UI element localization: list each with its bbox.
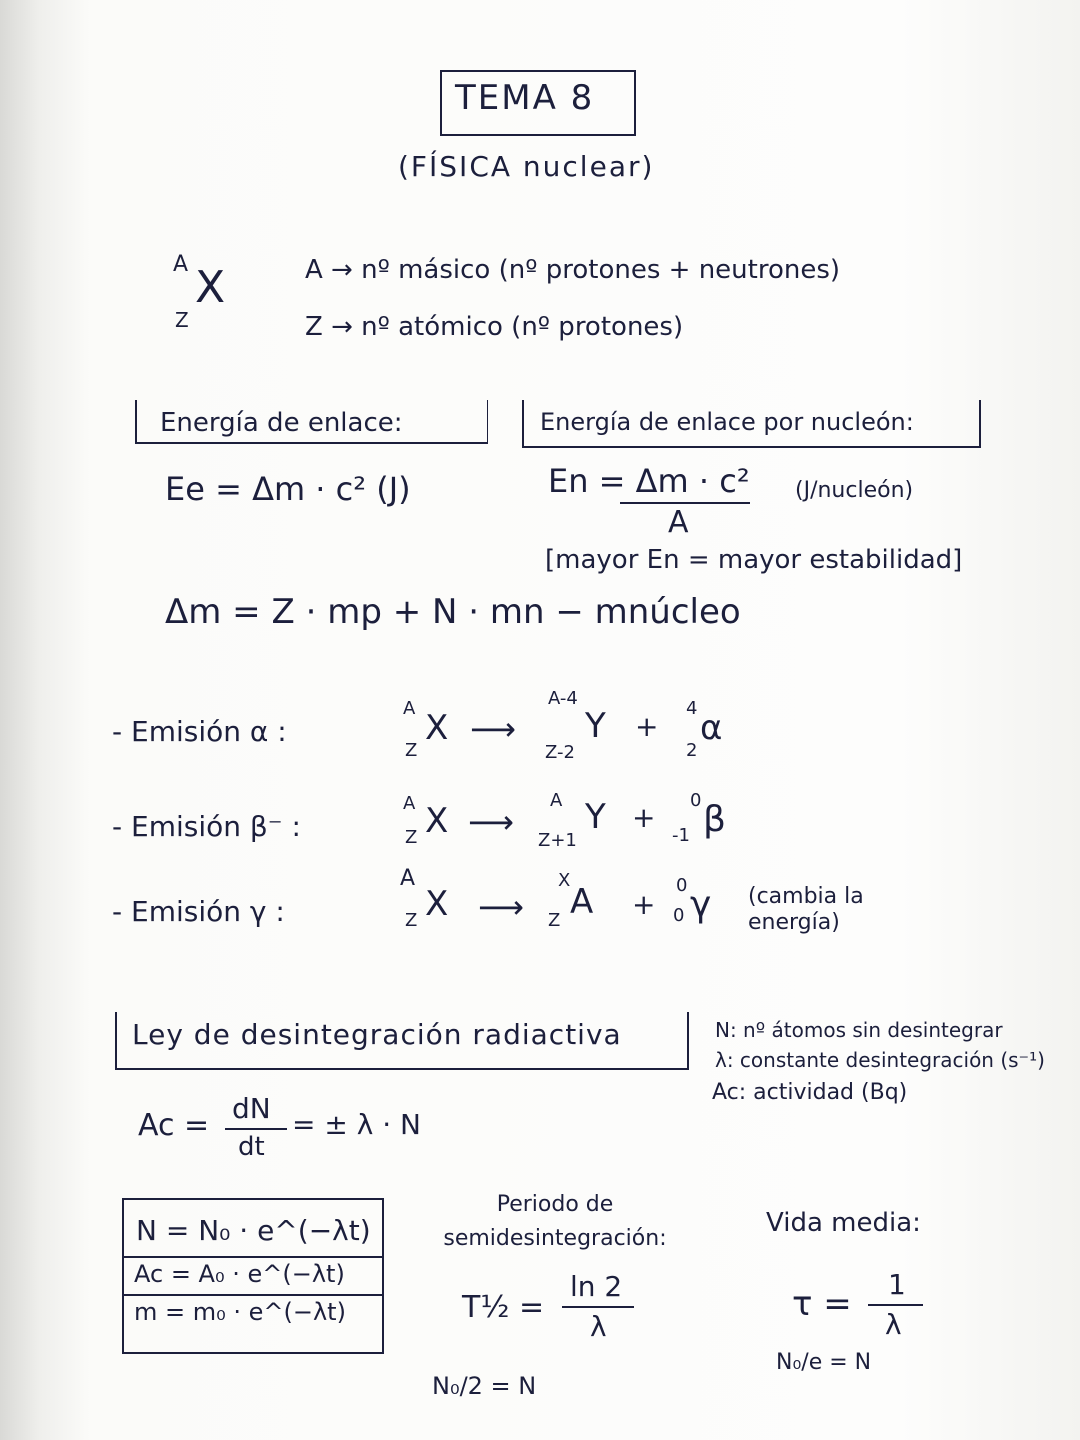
fraction-bar: [225, 1128, 287, 1130]
reactant-atomic: Z: [405, 827, 418, 848]
arrow-icon: ⟶: [470, 710, 516, 748]
product-atomic: Z-2: [545, 742, 575, 763]
reactant-atomic: Z: [405, 910, 418, 931]
plus-sign: +: [635, 710, 659, 743]
activity-lhs: Ac =: [138, 1108, 210, 1143]
particle-atomic: -1: [672, 825, 690, 846]
activity-rhs: = ± λ · N: [292, 1108, 421, 1141]
nuclide-A: A: [173, 252, 189, 277]
half-life-lhs: T½ =: [462, 1290, 545, 1325]
arrow-icon: ⟶: [468, 803, 514, 841]
definition-activity: Ac: actividad (Bq): [712, 1080, 908, 1105]
reactant-atomic: Z: [405, 740, 418, 761]
half-life-denominator: λ: [590, 1310, 607, 1343]
activity-denominator: dt: [238, 1132, 265, 1162]
particle-mass: 0: [676, 875, 688, 896]
binding-energy-heading: Energía de enlace:: [160, 408, 403, 438]
emission-gamma: [0, 866, 1080, 960]
activity-numerator: dN: [232, 1092, 271, 1125]
binding-per-nucleon-heading: Energía de enlace por nucleón:: [540, 408, 914, 436]
fraction-bar: [562, 1306, 634, 1308]
reactant: X: [425, 801, 449, 841]
mean-life-denominator: λ: [885, 1308, 902, 1341]
particle: γ: [690, 884, 712, 925]
page-subtitle: (FÍSICA nuclear): [398, 150, 655, 183]
reactant-mass: A: [403, 793, 416, 814]
emission-alpha: [0, 690, 1080, 780]
product-mass: A: [550, 790, 563, 811]
product-mass: X: [558, 870, 571, 891]
product: Y: [585, 706, 606, 746]
reactant: X: [425, 884, 449, 924]
product-atomic: Z: [548, 910, 561, 931]
fraction-bar: [620, 502, 750, 504]
mass-number-definition: A → nº másico (nº protones + neutrones): [305, 255, 841, 285]
binding-per-nucleon-unit: (J/nucleón): [795, 478, 914, 503]
fraction-bar: [868, 1304, 923, 1306]
page-title: TEMA 8: [455, 78, 595, 118]
particle-mass: 4: [686, 698, 698, 719]
nuclide-Z: Z: [175, 308, 189, 332]
mean-life-title: Vida media:: [766, 1208, 921, 1238]
definition-lambda: λ: constante desintegración (s⁻¹): [715, 1048, 1045, 1072]
half-life-note: N₀/2 = N: [432, 1372, 537, 1400]
law-number: N = N₀ · e^(−λt): [136, 1214, 371, 1247]
reactant: X: [425, 708, 449, 748]
mean-life-lhs: τ =: [792, 1284, 852, 1324]
half-life-title: Periodo de semidesintegración:: [443, 1192, 667, 1251]
stability-note: [mayor En = mayor estabilidad]: [545, 545, 963, 575]
reactant-mass: A: [400, 866, 416, 891]
product-mass: A-4: [548, 688, 578, 709]
particle-mass: 0: [690, 790, 702, 811]
binding-per-nucleon-denominator: A: [668, 505, 689, 540]
mean-life-numerator: 1: [888, 1268, 906, 1301]
law-activity: Ac = A₀ · e^(−λt): [134, 1260, 345, 1288]
binding-per-nucleon-numerator: En = Δm · c²: [548, 462, 750, 500]
atomic-number-definition: Z → nº atómico (nº protones): [305, 312, 684, 342]
half-life-numerator: ln 2: [570, 1270, 623, 1303]
law-mass: m = m₀ · e^(−λt): [134, 1298, 346, 1326]
gamma-note: (cambia la energía): [748, 884, 864, 935]
particle: β: [703, 799, 726, 840]
binding-energy-formula: Ee = Δm · c² (J): [165, 470, 411, 508]
reactant-mass: A: [403, 698, 416, 719]
plus-sign: +: [632, 801, 656, 834]
arrow-icon: ⟶: [478, 888, 524, 926]
particle-atomic: 2: [686, 740, 698, 761]
mass-defect-formula: Δm = Z · mp + N · mn − mnúcleo: [165, 592, 741, 632]
mean-life-note: N₀/e = N: [776, 1350, 872, 1375]
product: A: [570, 882, 594, 922]
divider: [122, 1294, 382, 1296]
plus-sign: +: [632, 888, 656, 921]
definition-N: N: nº átomos sin desintegrar: [715, 1018, 1003, 1042]
nuclide-symbol: X: [195, 262, 226, 313]
product: Y: [585, 797, 606, 837]
product-atomic: Z+1: [538, 830, 577, 851]
particle: α: [700, 708, 723, 748]
emission-label: - Emisión γ :: [112, 895, 285, 928]
decay-law-heading: Ley de desintegración radiactiva: [132, 1018, 622, 1051]
particle-atomic: 0: [673, 905, 685, 926]
emission-beta: [0, 785, 1080, 875]
divider: [122, 1256, 382, 1258]
emission-label: - Emisión α :: [112, 715, 287, 748]
emission-label: - Emisión β⁻ :: [112, 810, 301, 843]
